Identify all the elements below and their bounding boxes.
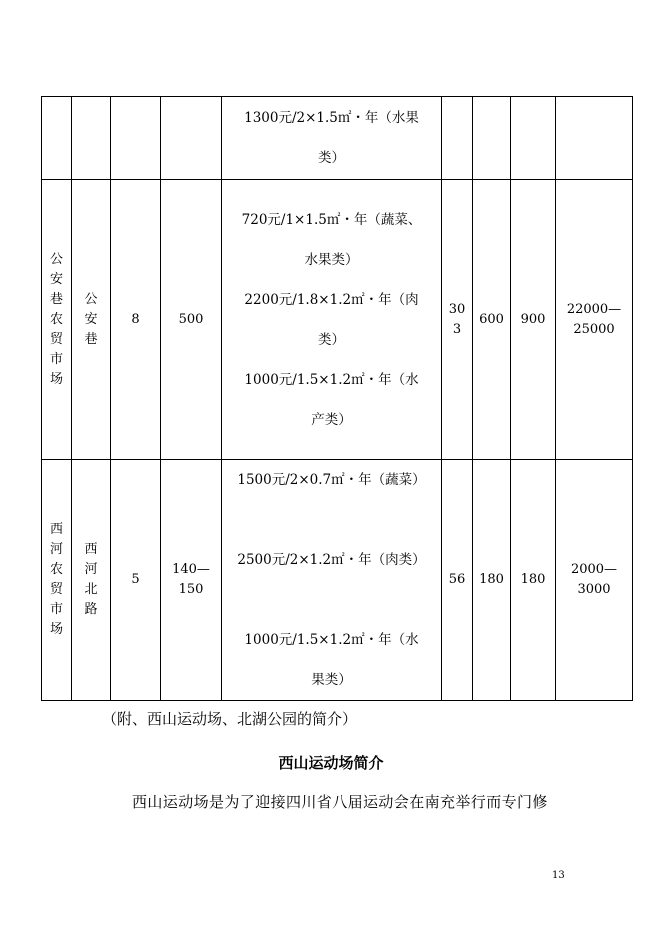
market-char: 巷 bbox=[49, 291, 63, 307]
stall-cell bbox=[442, 180, 473, 460]
section-title: 西山运动场简介 bbox=[278, 754, 384, 772]
fee-line: 水果类） bbox=[304, 251, 359, 268]
market-char: 场 bbox=[49, 622, 63, 637]
value-cell bbox=[473, 97, 511, 180]
value-cell: 600 bbox=[473, 180, 511, 460]
market-name-cell bbox=[42, 180, 72, 460]
fee-line: 720元/1×1.5㎡・年（蔬菜、 bbox=[241, 211, 422, 228]
stall-cell: 56 bbox=[442, 460, 473, 701]
market-char: 西 bbox=[49, 522, 63, 537]
market-char: 农 bbox=[49, 311, 63, 327]
location-char: 公 bbox=[84, 291, 98, 307]
fee-line: 1000元/1.5×1.2㎡・年（水 bbox=[244, 632, 419, 648]
table-row bbox=[42, 460, 633, 701]
fee-cell bbox=[222, 180, 442, 460]
location-char: 西 bbox=[84, 542, 98, 557]
market-char: 公 bbox=[49, 251, 63, 267]
count-cell bbox=[111, 97, 161, 180]
market-char: 市 bbox=[49, 351, 63, 367]
count-cell: 5 bbox=[111, 460, 161, 701]
location-char: 路 bbox=[84, 602, 98, 617]
fee-cell bbox=[222, 97, 442, 180]
market-char: 市 bbox=[49, 602, 63, 617]
area-cell: 500 bbox=[161, 180, 222, 460]
revenue-part: 2000— bbox=[570, 562, 618, 577]
area-cell bbox=[161, 460, 222, 701]
location-cell bbox=[72, 180, 111, 460]
location-char: 河 bbox=[84, 562, 98, 577]
location-char: 北 bbox=[84, 582, 98, 597]
market-char: 场 bbox=[49, 371, 63, 387]
market-char: 贸 bbox=[49, 331, 63, 347]
fee-line: 1500元/2×0.7㎡・年（蔬菜） bbox=[237, 472, 426, 488]
market-table bbox=[41, 96, 633, 701]
fee-line: 2500元/2×1.2㎡・年（肉类） bbox=[237, 552, 426, 568]
stall-part: 3 bbox=[452, 321, 462, 337]
market-char: 农 bbox=[49, 562, 63, 577]
market-char: 安 bbox=[49, 271, 63, 287]
stall-part: 30 bbox=[448, 301, 466, 317]
value-cell bbox=[511, 97, 556, 180]
location-char: 巷 bbox=[84, 331, 98, 347]
revenue-part: 25000 bbox=[573, 321, 615, 337]
market-char: 河 bbox=[49, 542, 63, 557]
stall-cell bbox=[442, 97, 473, 180]
value-cell: 180 bbox=[511, 460, 556, 701]
location-char: 安 bbox=[84, 311, 98, 327]
revenue-part: 3000 bbox=[577, 582, 611, 597]
table-row bbox=[42, 180, 633, 460]
body-paragraph: 西山运动场是为了迎接四川省八届运动会在南充举行而专门修 bbox=[132, 793, 548, 811]
fee-line: 2200元/1.8×1.2㎡・年（肉 bbox=[244, 291, 419, 308]
area-part: 150 bbox=[178, 582, 204, 597]
fee-line: 类） bbox=[318, 150, 345, 166]
location-cell bbox=[72, 97, 111, 180]
revenue-cell bbox=[556, 180, 633, 460]
area-cell bbox=[161, 97, 222, 180]
area-part: 140— bbox=[172, 562, 210, 577]
fee-line: 1300元/2×1.5㎡・年（水果 bbox=[244, 110, 419, 126]
fee-line: 产类） bbox=[311, 411, 352, 428]
table-row bbox=[42, 97, 633, 180]
fee-line: 1000元/1.5×1.2㎡・年（水 bbox=[244, 371, 419, 388]
location-cell bbox=[72, 460, 111, 701]
fee-line: 类） bbox=[318, 331, 345, 348]
value-cell: 900 bbox=[511, 180, 556, 460]
market-name-cell bbox=[42, 460, 72, 701]
market-char: 贸 bbox=[49, 582, 63, 597]
market-name-cell bbox=[42, 97, 72, 180]
page-number: 13 bbox=[552, 870, 565, 881]
fee-line: 果类） bbox=[311, 672, 352, 688]
appendix-note: （附、西山运动场、北湖公园的简介） bbox=[102, 710, 358, 728]
value-cell: 180 bbox=[473, 460, 511, 701]
revenue-cell bbox=[556, 460, 633, 701]
fee-cell bbox=[222, 460, 442, 701]
revenue-part: 22000— bbox=[566, 301, 622, 317]
revenue-cell bbox=[556, 97, 633, 180]
count-cell: 8 bbox=[111, 180, 161, 460]
